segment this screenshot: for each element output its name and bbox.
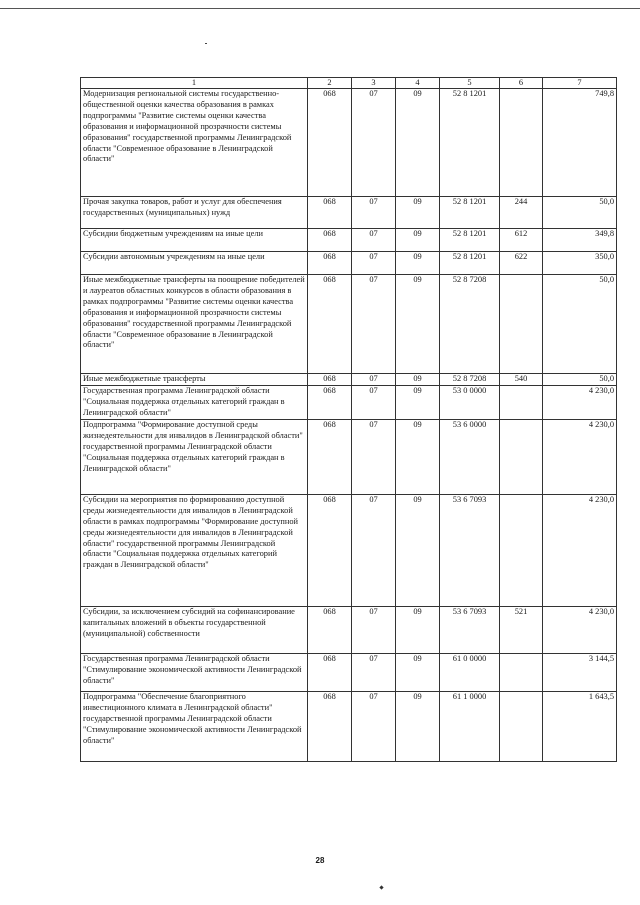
table-row [81, 374, 617, 386]
row-target-article: 61 0 0000 [440, 653, 500, 691]
row-section: 07 [352, 252, 396, 275]
row-amount: 350,0 [543, 252, 617, 275]
row-section: 07 [352, 691, 396, 761]
row-expense-type [500, 419, 543, 494]
row-expense-type [500, 653, 543, 691]
row-expense-type [500, 691, 543, 761]
row-target-article: 53 0 0000 [440, 385, 500, 419]
row-name: Субсидии, за исключением субсидий на софинансирование капитальных вложений в объекты государственной (муниципальной) собственности [81, 606, 308, 653]
row-name: Субсидии бюджетным учреждениям на иные цели [81, 229, 308, 252]
row-target-article: 52 8 1201 [440, 252, 500, 275]
header-col-3: 3 [352, 78, 396, 89]
row-admin-code: 068 [308, 606, 352, 653]
row-name: Иные межбюджетные трансферты [81, 374, 308, 386]
row-target-article: 52 8 1201 [440, 229, 500, 252]
row-admin-code: 068 [308, 229, 352, 252]
row-section: 07 [352, 275, 396, 374]
scan-mark [379, 885, 383, 889]
row-target-article: 61 1 0000 [440, 691, 500, 761]
row-target-article: 52 8 1201 [440, 197, 500, 229]
row-amount: 3 144,5 [543, 653, 617, 691]
row-amount: 749,8 [543, 89, 617, 197]
row-amount: 50,0 [543, 275, 617, 374]
row-subsection: 09 [396, 691, 440, 761]
table-row [81, 197, 617, 229]
row-amount: 50,0 [543, 374, 617, 386]
row-subsection: 09 [396, 197, 440, 229]
row-amount: 50,0 [543, 197, 617, 229]
row-target-article: 52 8 7208 [440, 275, 500, 374]
header-col-7: 7 [543, 78, 617, 89]
row-subsection: 09 [396, 419, 440, 494]
row-amount: 4 230,0 [543, 494, 617, 606]
page-number: 28 [315, 856, 325, 865]
row-expense-type: 622 [500, 252, 543, 275]
header-col-5: 5 [440, 78, 500, 89]
table-row [81, 275, 617, 374]
row-expense-type [500, 89, 543, 197]
table-row [81, 385, 617, 419]
row-admin-code: 068 [308, 89, 352, 197]
row-target-article: 52 8 1201 [440, 89, 500, 197]
scan-speck [205, 43, 207, 44]
row-amount: 1 643,5 [543, 691, 617, 761]
row-name: Подпрограмма "Формирование доступной среды жизнедеятельности для инвалидов в Ленинградской области" государственной программы Ленинградской области "Социальная поддержка отдельных категорий граждан в Ленинградской области" [81, 419, 308, 494]
row-section: 07 [352, 197, 396, 229]
top-rule [0, 8, 640, 9]
header-col-6: 6 [500, 78, 543, 89]
row-subsection: 09 [396, 653, 440, 691]
budget-table [80, 77, 617, 762]
row-subsection: 09 [396, 385, 440, 419]
header-col-2: 2 [308, 78, 352, 89]
row-admin-code: 068 [308, 691, 352, 761]
row-admin-code: 068 [308, 374, 352, 386]
table-row [81, 229, 617, 252]
row-section: 07 [352, 374, 396, 386]
table-row [81, 252, 617, 275]
row-amount: 4 230,0 [543, 419, 617, 494]
table-row [81, 494, 617, 606]
row-name: Государственная программа Ленинградской области "Стимулирование экономической активности Ленинградской области" [81, 653, 308, 691]
row-expense-type: 612 [500, 229, 543, 252]
row-name: Субсидии на мероприятия по формированию доступной среды жизнедеятельности для инвалидов в Ленинградской области в рамках подпрограммы "Формирование доступной среды жизнедеятельности для инвалидов в Ленинградской области" государственной программы Ленинградской области "Социальная поддержка отдельных категорий граждан в Ленинградской области" [81, 494, 308, 606]
row-subsection: 09 [396, 275, 440, 374]
row-target-article: 53 6 7093 [440, 494, 500, 606]
row-expense-type [500, 275, 543, 374]
row-section: 07 [352, 606, 396, 653]
row-name: Государственная программа Ленинградской области "Социальная поддержка отдельных категорий граждан в Ленинградской области" [81, 385, 308, 419]
row-admin-code: 068 [308, 197, 352, 229]
row-admin-code: 068 [308, 494, 352, 606]
table-row [81, 691, 617, 761]
row-name: Прочая закупка товаров, работ и услуг для обеспечения государственных (муниципальных) нужд [81, 197, 308, 229]
row-admin-code: 068 [308, 653, 352, 691]
row-name: Подпрограмма "Обеспечение благоприятного инвестиционного климата в Ленинградской области" государственной программы Ленинградской области "Стимулирование экономической активности Ленинградской области" [81, 691, 308, 761]
row-subsection: 09 [396, 374, 440, 386]
table-row [81, 606, 617, 653]
row-subsection: 09 [396, 252, 440, 275]
row-admin-code: 068 [308, 419, 352, 494]
header-col-4: 4 [396, 78, 440, 89]
row-subsection: 09 [396, 229, 440, 252]
row-section: 07 [352, 89, 396, 197]
row-admin-code: 068 [308, 385, 352, 419]
row-subsection: 09 [396, 606, 440, 653]
row-section: 07 [352, 385, 396, 419]
row-target-article: 53 6 0000 [440, 419, 500, 494]
row-subsection: 09 [396, 89, 440, 197]
row-expense-type [500, 494, 543, 606]
table-row [81, 89, 617, 197]
table-row [81, 653, 617, 691]
table-header-row [81, 78, 617, 89]
row-section: 07 [352, 419, 396, 494]
row-amount: 4 230,0 [543, 606, 617, 653]
row-section: 07 [352, 653, 396, 691]
row-section: 07 [352, 229, 396, 252]
row-admin-code: 068 [308, 252, 352, 275]
row-name: Модернизация региональной системы государственно-общественной оценки качества образования в рамках подпрограммы "Развитие системы оценки качества образования и информационной прозрачности системы образования" государственной программы Ленинградской области "Современное образование в Ленинградской области" [81, 89, 308, 197]
row-expense-type: 521 [500, 606, 543, 653]
row-amount: 4 230,0 [543, 385, 617, 419]
row-expense-type [500, 385, 543, 419]
row-expense-type: 244 [500, 197, 543, 229]
row-section: 07 [352, 494, 396, 606]
table-row [81, 419, 617, 494]
row-name: Иные межбюджетные трансферты на поощрение победителей и лауреатов областных конкурсов в области образования в рамках подпрограммы "Развитие системы оценки качества образования и информационной прозрачности системы образования" государственной программы Ленинградской области "Современное образование в Ленинградской области" [81, 275, 308, 374]
row-amount: 349,8 [543, 229, 617, 252]
row-target-article: 52 8 7208 [440, 374, 500, 386]
row-target-article: 53 6 7093 [440, 606, 500, 653]
row-admin-code: 068 [308, 275, 352, 374]
header-col-1: 1 [81, 78, 308, 89]
row-subsection: 09 [396, 494, 440, 606]
row-name: Субсидии автономным учреждениям на иные цели [81, 252, 308, 275]
row-expense-type: 540 [500, 374, 543, 386]
